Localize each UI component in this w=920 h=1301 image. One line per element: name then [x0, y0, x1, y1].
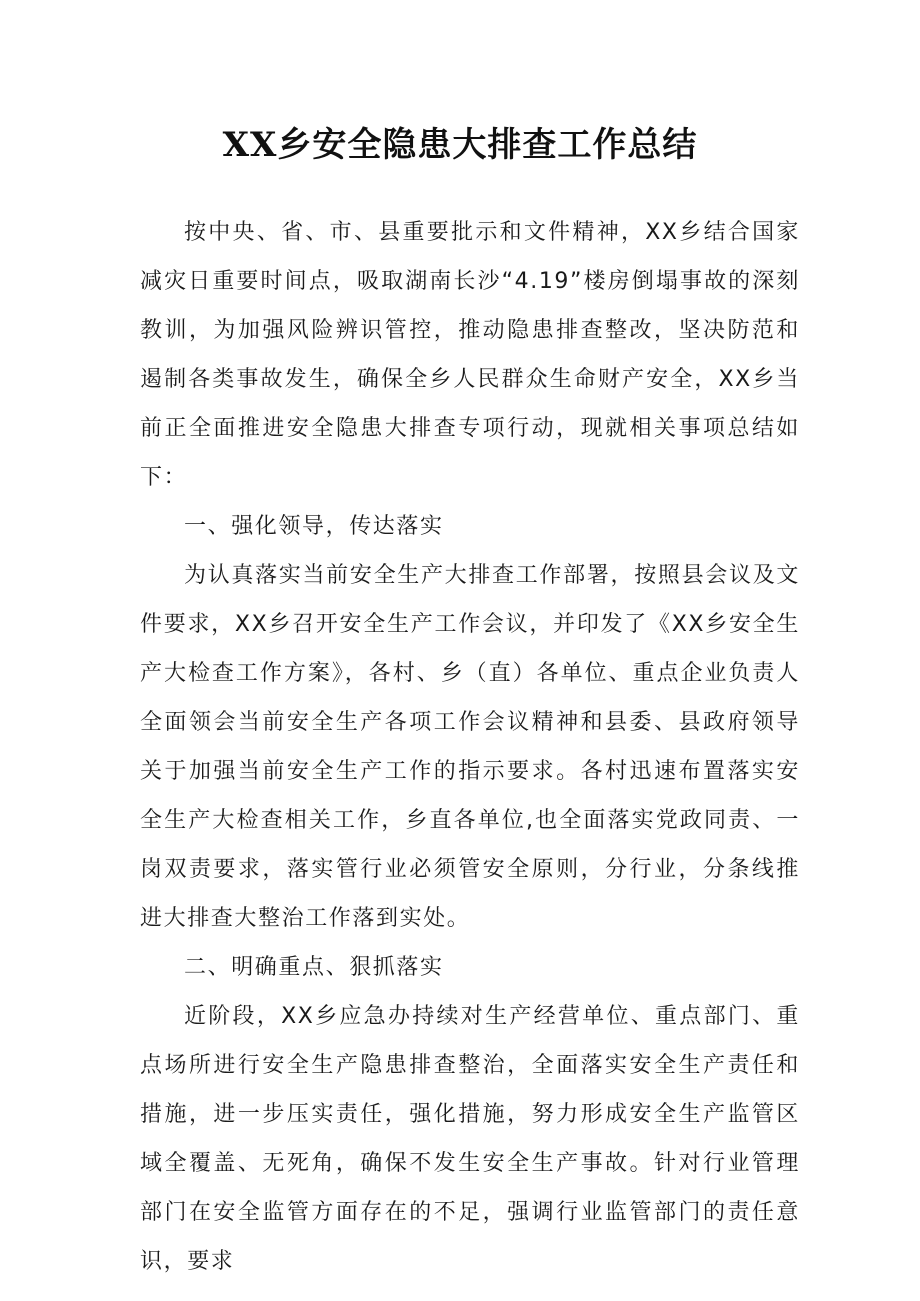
document-body [140, 208, 800, 1286]
section-2-heading: 二、明确重点、狠抓落实 [184, 955, 444, 980]
section-1-heading: 一、强化领导，传达落实 [184, 514, 444, 539]
section-1-paragraph: 为认真落实当前安全生产大排查工作部署，按照县会议及文件要求，XX乡召开安全生产工作会议，并印发了《XX乡安全生产大检查工作方案》，各村、乡（直）各单位、重点企业负责人全面领会当前安全生产各项工作会议精神和县委、县政府领导关于加强当前安全生产工作的指示要求。各村迅速布置落实安全生产大检查相关工作，乡直各单位,也全面落实党政同责、一岗双责要求，落实管行业必须管安全原则，分行业，分条线推进大排查大整治工作落到实处。 [140, 563, 800, 931]
section-2-paragraph: 近阶段，XX乡应急办持续对生产经营单位、重点部门、重点场所进行安全生产隐患排查整治，全面落实安全生产责任和措施，进一步压实责任，强化措施，努力形成安全生产监管区域全覆盖、无死角，确保不发生安全生产事故。针对行业管理部门在安全监管方面存在的不足，强调行业监管部门的责任意识，要求 [140, 1004, 800, 1274]
intro-paragraph: 按中央、省、市、县重要批示和文件精神，XX乡结合国家减灾日重要时间点，吸取湖南长沙“4.19”楼房倒塌事故的深刻教训，为加强风险辨识管控，推动隐患排查整改，坚决防范和遏制各类事故发生，确保全乡人民群众生命财产安全，XX乡当前正全面推进安全隐患大排查专项行动，现就相关事项总结如下： [140, 220, 800, 490]
document-title: XX乡安全隐患大排查工作总结 [222, 125, 698, 165]
